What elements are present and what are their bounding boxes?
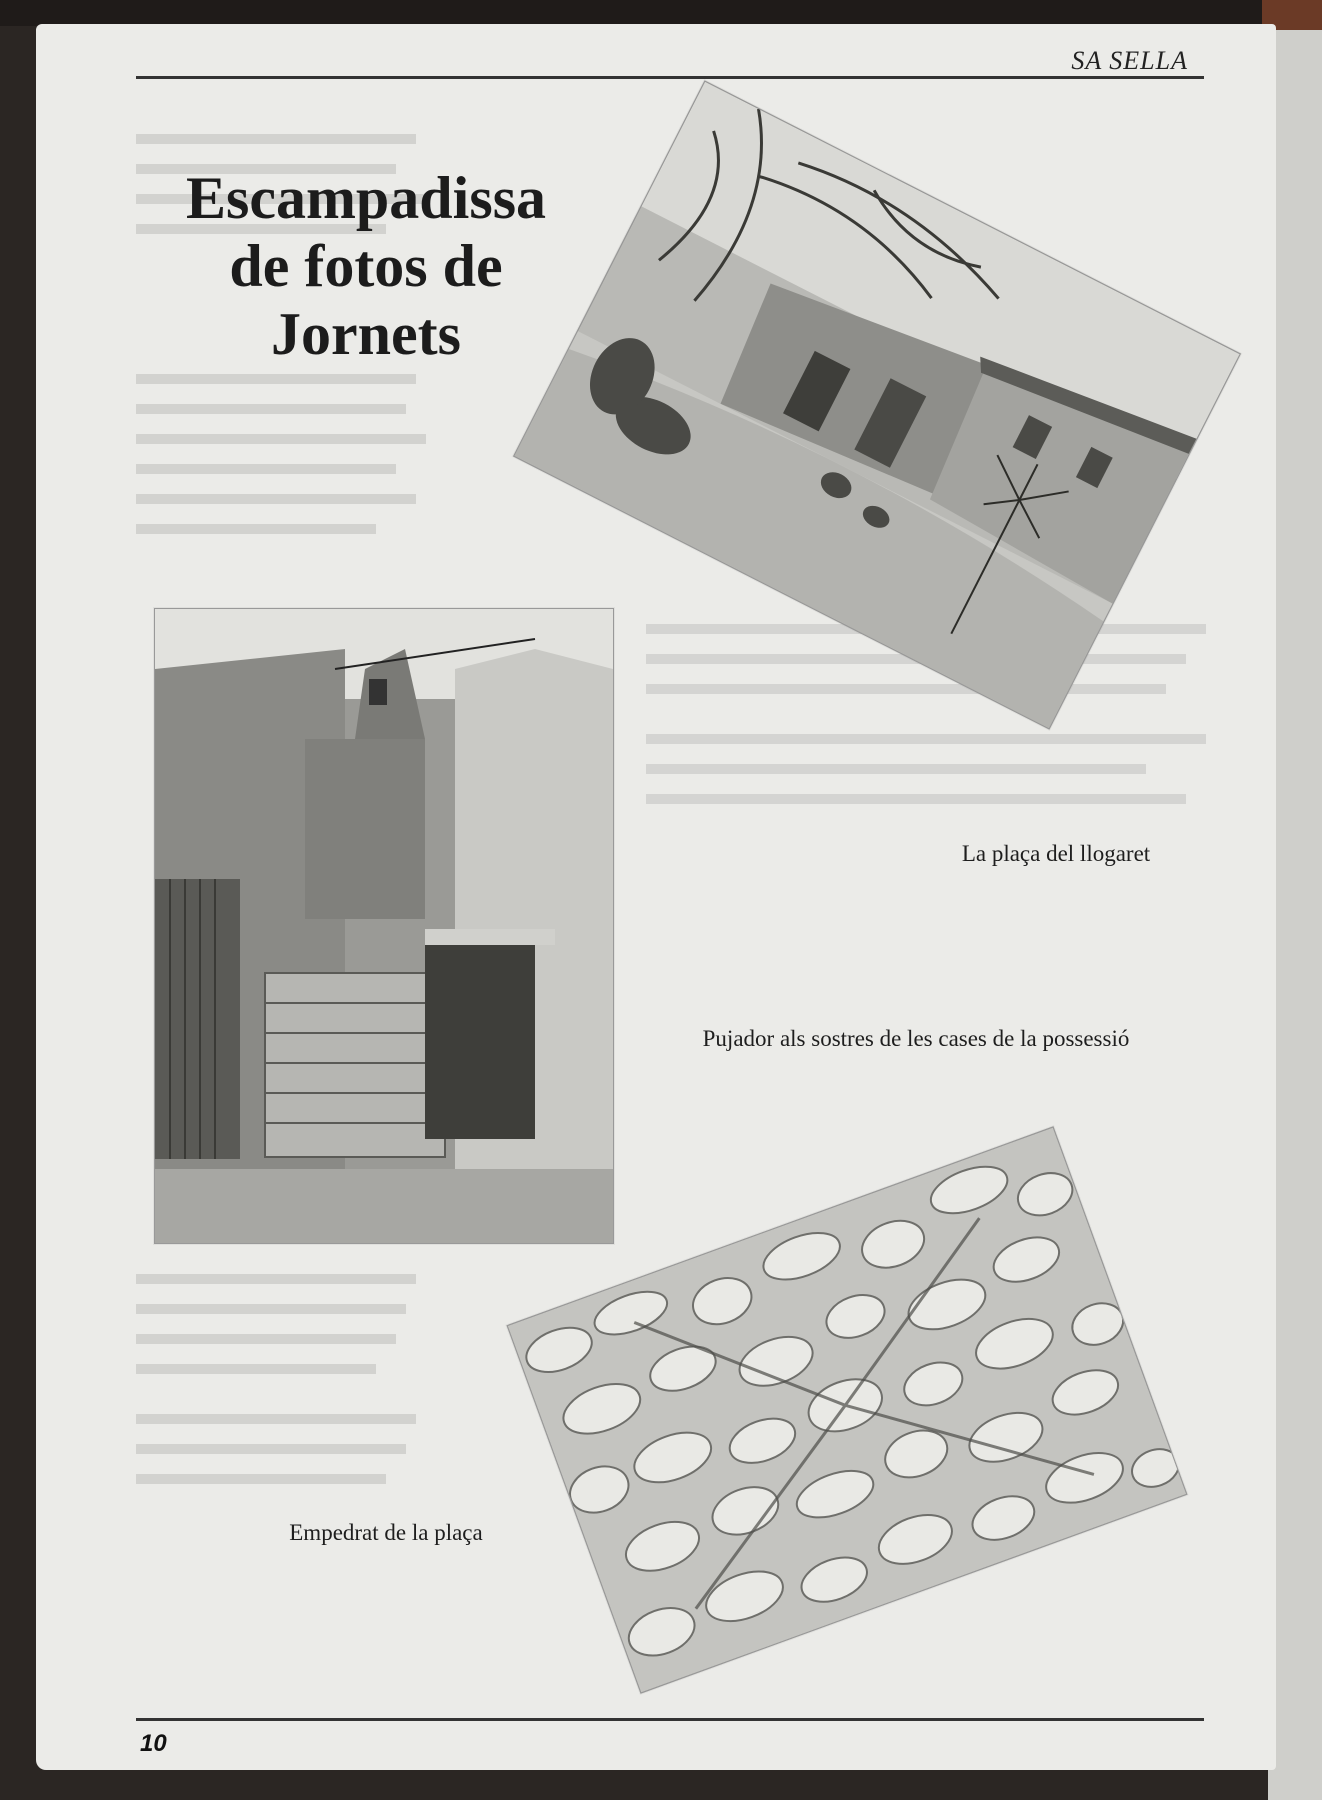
magazine-title: SA SELLA — [1071, 46, 1188, 75]
article-title — [136, 164, 596, 368]
caption-stairs: Pujador als sostres de les cases de la possessió — [702, 1026, 1130, 1051]
caption-village-square: La plaça del llogaret — [961, 841, 1151, 866]
header-rule — [136, 76, 1204, 79]
article-title-line-2: de fotos de — [229, 233, 503, 299]
footer-rule — [136, 1718, 1204, 1721]
article-title-line-1: Escampadissa — [185, 165, 547, 231]
caption-pavement: Empedrat de la plaça — [289, 1520, 483, 1545]
page-number: 10 — [140, 1730, 167, 1757]
magazine-page — [36, 24, 1276, 1770]
scan-border-top — [0, 0, 1322, 26]
stairs-image — [155, 609, 613, 1243]
adjacent-page-edge — [1268, 30, 1322, 1800]
photo-stairs — [154, 608, 614, 1244]
article-title-line-3: Jornets — [271, 301, 461, 367]
